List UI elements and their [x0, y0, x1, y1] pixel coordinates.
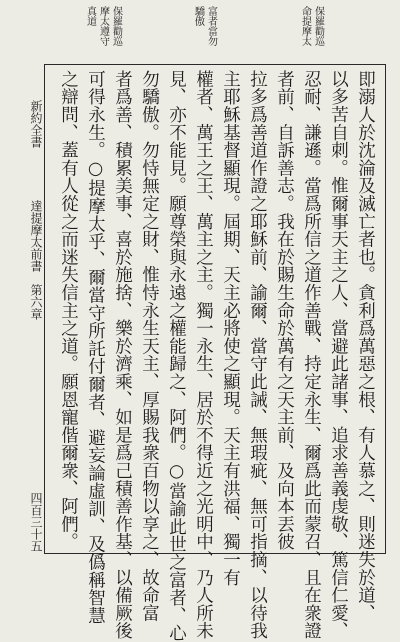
- text-column: 者前、自訴善志。我在於賜生命於萬有之天主前、及向本丟彼: [274, 70, 295, 551]
- header-note: 富者當勿: [205, 6, 217, 46]
- header-note: 驕傲: [192, 6, 204, 26]
- text-column: 即溺人於沈淪及滅亡者也。貪利爲萬惡之根、有人慕之、則迷失於道、: [355, 70, 376, 622]
- header-note: 摩太遵守: [97, 6, 109, 46]
- chapter-title: 達提摩太前書 第六章: [29, 200, 43, 320]
- header-note: 保羅勸巡: [110, 6, 122, 46]
- text-column: 主耶穌基督顯現。屆期、天主必將使之顯現。天主有洪福、獨一有: [220, 70, 241, 587]
- text-column: 見、亦不能見。願尊榮與永遠之權能歸之、阿們。○當諭此世之富者、心: [166, 70, 187, 642]
- text-column: 之辯問、蓋有人從之而迷失信主之道。願恩寵偕爾衆、阿們。: [58, 70, 79, 551]
- header-note: 命提摩太: [299, 6, 311, 46]
- header-note: 保羅勸巡: [312, 6, 324, 46]
- text-column: 忍耐、謙遜。當爲所信之道作善戰、持定永生、爾爲此而蒙召、且在衆證: [301, 70, 322, 640]
- page-number: 四百三十五: [29, 492, 43, 552]
- book-title: 新約全書: [29, 100, 43, 148]
- text-column: 可得永生。○提摩太乎、爾當守所託付爾者、避妄論虛訓、及僞稱智慧: [85, 70, 106, 625]
- text-column: 拉多爲善道作證之耶穌前、諭爾、當守此誡、無瑕疵、無可指摘、以待我: [247, 70, 268, 640]
- header-note: 真道: [84, 6, 96, 26]
- text-column: 以多苦自刺。惟爾事天主之人、當避此諸事、追求善義虔敬、篤信仁愛、: [328, 70, 349, 640]
- text-column: 者爲善、積累美事、喜於施捨、樂於濟乘、如是爲己積善作基、以備厥後: [112, 70, 133, 640]
- text-column: 權者、萬王之王、萬主之主。獨一永生、居於不得近之光明中、乃人所未: [193, 70, 214, 640]
- text-column: 勿驕傲。勿恃無定之財、惟恃永生天主、厚賜我衆百物以享之、故命富: [139, 70, 160, 622]
